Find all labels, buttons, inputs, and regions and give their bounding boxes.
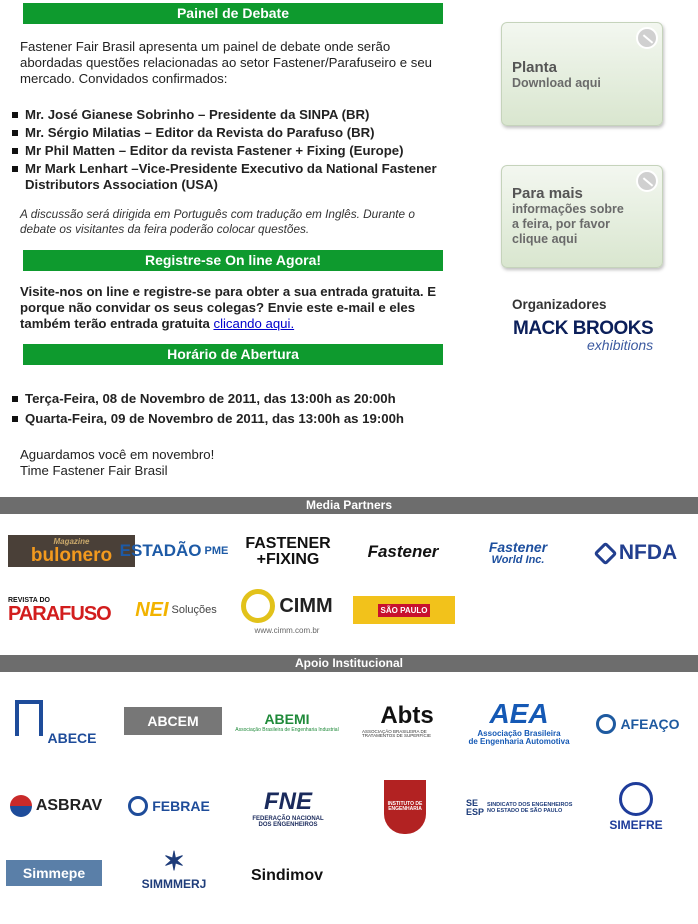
aea-subtitle: de Engenharia Automotiva (468, 737, 570, 746)
seesp-text: NO ESTADO DE SÃO PAULO (487, 808, 563, 814)
info-subtitle: a feira, por favor (512, 217, 610, 231)
debate-intro-line: abordadas questões relacionadas ao setor Fastener/Parafuseiro e seu (20, 55, 432, 70)
simefre-text: SIMEFRE (609, 817, 663, 832)
abts-logo[interactable] (362, 697, 452, 745)
guest-item: Mr Mark Lenhart –Vice-Presidente Executivo da National Fastener (12, 161, 442, 177)
info-subtitle: clique aqui (512, 232, 578, 246)
mack-brooks-logo[interactable] (513, 318, 653, 353)
simefre-logo[interactable] (586, 777, 686, 835)
aea-subtitle: Associação Brasileira (477, 729, 561, 738)
guest-item-continued: Distributors Association (USA) (25, 177, 218, 192)
page-curl-icon (636, 27, 658, 49)
nfda-text: NFDA (618, 541, 678, 564)
fastener-world-line-1: Fastener (488, 538, 548, 555)
fne-subtitle: DOS ENGENHEIROS (258, 822, 318, 828)
estadao-pme-logo[interactable] (119, 537, 229, 565)
seesp-mark: ESP (466, 807, 485, 817)
nei-solucoes-logo[interactable] (128, 593, 224, 627)
parafuso-text: PARAFUSO (8, 602, 111, 625)
seesp-text: SINDICATO DOS ENGENHEIROS (487, 801, 573, 808)
plan-title: Planta (512, 59, 558, 76)
debate-heading: Painel de Debate (23, 3, 443, 24)
nfda-logo[interactable] (588, 539, 686, 567)
register-line: Visite-nos on line e registre-se para obter a sua entrada gratuita. E (20, 284, 437, 299)
seesp-logo[interactable] (466, 796, 576, 820)
page-curl-icon (636, 170, 658, 192)
simmmerj-logo[interactable] (124, 842, 224, 896)
cimm-text: CIMM (279, 595, 333, 617)
fne-subtitle: FEDERAÇÃO NACIONAL (252, 816, 324, 822)
sindimov-text: Sindimov (250, 867, 323, 884)
abemi-logo[interactable] (233, 708, 341, 736)
simmmerj-star-icon: ✶ (163, 846, 185, 876)
aea-logo[interactable] (468, 697, 570, 749)
febrae-globe-icon (128, 796, 148, 816)
afeaco-mark-icon (596, 714, 616, 734)
aea-text: AEA (489, 698, 549, 729)
more-info-button[interactable] (501, 165, 663, 268)
debate-note: debate os visitantes da feira poderão colocar questões. (20, 222, 310, 236)
guest-list (12, 107, 442, 193)
instituto-engenharia-logo[interactable] (384, 780, 426, 834)
media-partners-heading: Media Partners (0, 497, 698, 514)
simmmerj-text: SIMMMERJ (141, 877, 207, 891)
febrae-text: FEBRAE (152, 798, 210, 814)
abece-mark-icon (15, 700, 43, 736)
plan-subtitle: Download aqui (512, 76, 601, 90)
fastener-ti-text: Fastener (367, 542, 439, 561)
sao-paulo-text: SÃO PAULO (378, 604, 431, 617)
guest-item: Mr. Sérgio Milatias – Editor da Revista do Parafuso (BR) (12, 125, 442, 141)
asbrav-mark-icon (10, 795, 32, 817)
abcem-logo[interactable] (124, 707, 222, 735)
register-line: porque não convidar os seus colegas? Envie este e-mail e eles (20, 300, 416, 315)
debate-intro-line: mercado. Convidados confirmados: (20, 71, 228, 86)
mack-brooks-wordmark: MACK BROOKS (513, 318, 654, 339)
seesp-mark: SE (466, 798, 479, 808)
fastener-fixing-line-1: FASTENER (245, 535, 331, 552)
nei-solucoes-text: Soluções (171, 604, 217, 616)
guest-item: Mr Phil Matten – Editor da revista Fastener + Fixing (Europe) (12, 143, 442, 159)
fastener-technology-logo[interactable] (355, 538, 451, 566)
bulonero-top: Magazine (53, 536, 90, 546)
fne-logo[interactable] (237, 787, 339, 831)
cimm-circle-icon (241, 589, 275, 623)
afeaco-text: AFEAÇO (620, 716, 680, 732)
abemi-subtitle: Associação Brasileira de Engenharia Industrial (235, 726, 339, 733)
nfda-mark-icon (593, 541, 617, 565)
simmepe-logo[interactable] (6, 860, 102, 886)
abemi-text: ABEMI (264, 710, 310, 727)
hours-heading: Horário de Abertura (23, 344, 443, 365)
mack-brooks-subtitle: exhibitions (587, 337, 654, 353)
hours-item: Terça-Feira, 08 de Novembro de 2011, das 13:00h as 20:00h (12, 391, 442, 407)
abcem-text: ABCEM (147, 713, 199, 729)
register-line-text: também terão entrada gratuita (20, 316, 214, 331)
closing-line: Aguardamos você em novembro! (20, 447, 215, 462)
estadao-pme-text: PME (204, 545, 229, 557)
closing-line: Time Fastener Fair Brasil (20, 463, 168, 478)
sindimov-logo[interactable] (247, 862, 327, 890)
asbrav-text: ASBRAV (35, 797, 103, 814)
abece-logo[interactable] (8, 690, 104, 746)
fastener-world-line-2: World Inc. (491, 553, 545, 566)
simmepe-text: Simmepe (22, 865, 86, 881)
asbrav-logo[interactable] (6, 790, 106, 822)
cimm-logo[interactable] (237, 585, 337, 639)
floor-plan-button[interactable] (501, 22, 663, 126)
cimm-url: www.cimm.com.br (254, 626, 320, 635)
debate-note: A discussão será dirigida em Português com tradução em Inglês. Durante o (20, 207, 415, 221)
hours-item: Quarta-Feira, 09 de Novembro de 2011, das 13:00h as 19:00h (12, 411, 442, 427)
fastener-world-logo[interactable] (468, 534, 568, 572)
abts-subtitle: ASSOCIAÇÃO BRASILEIRA DE TRATAMENTOS DE SUPERFÍCIE (362, 728, 432, 738)
bulonero-text: bulonero (30, 544, 113, 566)
guest-item: Mr. José Gianese Sobrinho – Presidente da SINPA (BR) (12, 107, 442, 123)
simefre-mark-icon (619, 782, 653, 816)
bulonero-logo[interactable] (8, 535, 135, 567)
febrae-logo[interactable] (125, 793, 213, 819)
hours-list (12, 391, 442, 427)
fastener-fixing-line-2: +FIXING (256, 551, 320, 568)
estadao-text: ESTADÃO (119, 541, 202, 560)
register-link[interactable]: clicando aqui. (213, 316, 295, 331)
abts-text: Abts (380, 701, 434, 729)
sao-paulo-logo[interactable] (353, 596, 455, 624)
revista-parafuso-logo[interactable] (8, 594, 111, 626)
fastener-fixing-logo[interactable] (240, 535, 336, 569)
nei-text: NEI (135, 598, 169, 621)
abece-text: ABECE (47, 730, 97, 746)
info-title: Para mais (512, 185, 583, 202)
instituto-text: INSTITUTO DE ENGENHARIA (387, 800, 423, 812)
parafuso-top: REVISTA DO (8, 596, 51, 604)
register-heading: Registre-se On line Agora! (23, 250, 443, 271)
info-subtitle: informações sobre (512, 202, 624, 216)
debate-intro-line: Fastener Fair Brasil apresenta um painel de debate onde serão (20, 39, 391, 54)
organizers-label: Organizadores (512, 297, 607, 312)
main-column (20, 0, 442, 479)
apoio-heading: Apoio Institucional (0, 655, 698, 672)
register-line-with-link (20, 316, 442, 332)
fne-text: FNE (264, 788, 312, 815)
afeaco-logo[interactable] (590, 711, 686, 737)
